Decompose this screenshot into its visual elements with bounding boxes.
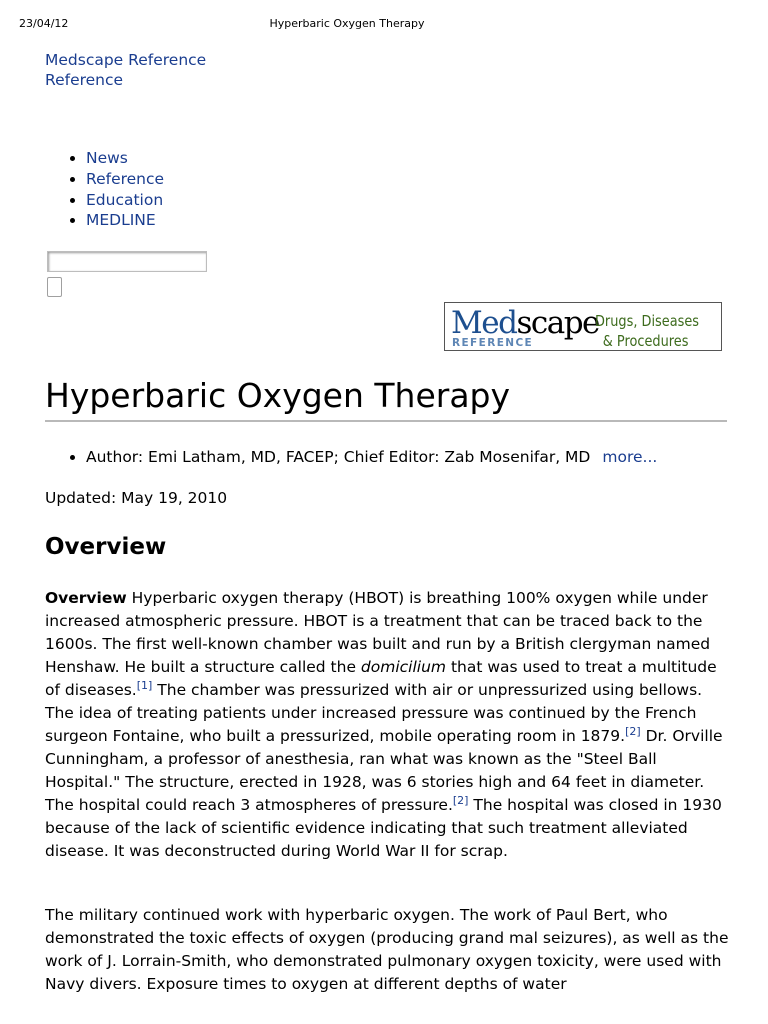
p1-text-1: Hyperbaric oxygen therapy (HBOT) is breathing 100% oxygen while under increased atmospheric pressure. HBOT is a treatment that can be traced back to the 1600s. The first well-known chamber was built and run by a British clergyman named Henshaw. He built a structure called the (45, 589, 711, 676)
nav-item-news[interactable]: • News (86, 148, 164, 169)
logo-med-text: Med (451, 305, 517, 341)
logo-tagline-line1: Drugs, Diseases (595, 312, 699, 330)
reference-link-2b[interactable]: [2] (452, 793, 469, 807)
p1-text-2: that was used to treat a multitude of diseases. (45, 658, 717, 699)
author-line: Author: Emi Latham, MD, FACEP; Chief Editor: Zab Mosenifar, MD (86, 448, 591, 466)
logo-tagline (595, 311, 699, 351)
medscape-reference-logo (444, 302, 722, 351)
updated-date: Updated: May 19, 2010 (45, 489, 228, 507)
reference-link-2[interactable]: [2] (625, 724, 641, 738)
reference-link-1[interactable]: [1] (136, 678, 153, 692)
p1-text-5: The hospital was closed in 1930 because of the lack of scientific evidence indicating that such treatment alleviated disease. It was deconstructed during World War II for scrap. (45, 796, 722, 860)
section-heading-overview: Overview (45, 534, 167, 560)
p1-text-3: The chamber was pressurized with air or unpressurized using bellows. The idea of treating patients under increased pressure was continued by the French surgeon Fontaine, who built a pressurized, mobile operating room in 1879. (45, 681, 703, 745)
reference-link[interactable]: Reference (45, 71, 124, 89)
p1-text-4: Dr. Orville Cunningham, a professor of anesthesia, ran what was known as the "Steel Ball Hospital." The structure, erected in 1928, was 6 stories high and 64 feet in diameter. The hospital could reach 3 atmospheres of pressure. (45, 727, 723, 814)
medscape-reference-link[interactable]: Medscape Reference (45, 51, 207, 69)
search-input[interactable] (47, 251, 207, 272)
paragraph-lead: Overview (45, 589, 127, 607)
page-title: Hyperbaric Oxygen Therapy (45, 374, 727, 422)
overview-paragraph-1 (45, 587, 735, 863)
print-header (0, 15, 768, 31)
logo-reference-text: REFERENCE (452, 337, 534, 349)
more-authors-link[interactable]: more... (602, 448, 658, 466)
main-nav (45, 148, 164, 231)
nav-item-medline[interactable]: • MEDLINE (86, 210, 164, 231)
logo-wordmark (451, 306, 599, 340)
nav-item-education[interactable]: • Education (86, 190, 164, 211)
author-list (45, 447, 657, 467)
print-title: Hyperbaric Oxygen Therapy (269, 17, 425, 30)
p1-emphasis-domicilium: domicilium (360, 658, 447, 676)
logo-scape-text: scape (516, 305, 599, 341)
site-links (45, 50, 206, 90)
print-date: 23/04/12 (19, 17, 69, 30)
nav-item-reference[interactable]: • Reference (86, 169, 164, 190)
logo-tagline-line2: & Procedures (602, 332, 689, 350)
author-item (86, 447, 657, 467)
overview-paragraph-2: The military continued work with hyperbaric oxygen. The work of Paul Bert, who demonstrated the toxic effects of oxygen (producing grand mal seizures), as well as the work of J. Lorrain-Smith, who demonstrated pulmonary oxygen toxicity, were used with Navy divers. Exposure times to oxygen at different depths of water (45, 906, 729, 993)
search-button[interactable] (47, 277, 62, 297)
